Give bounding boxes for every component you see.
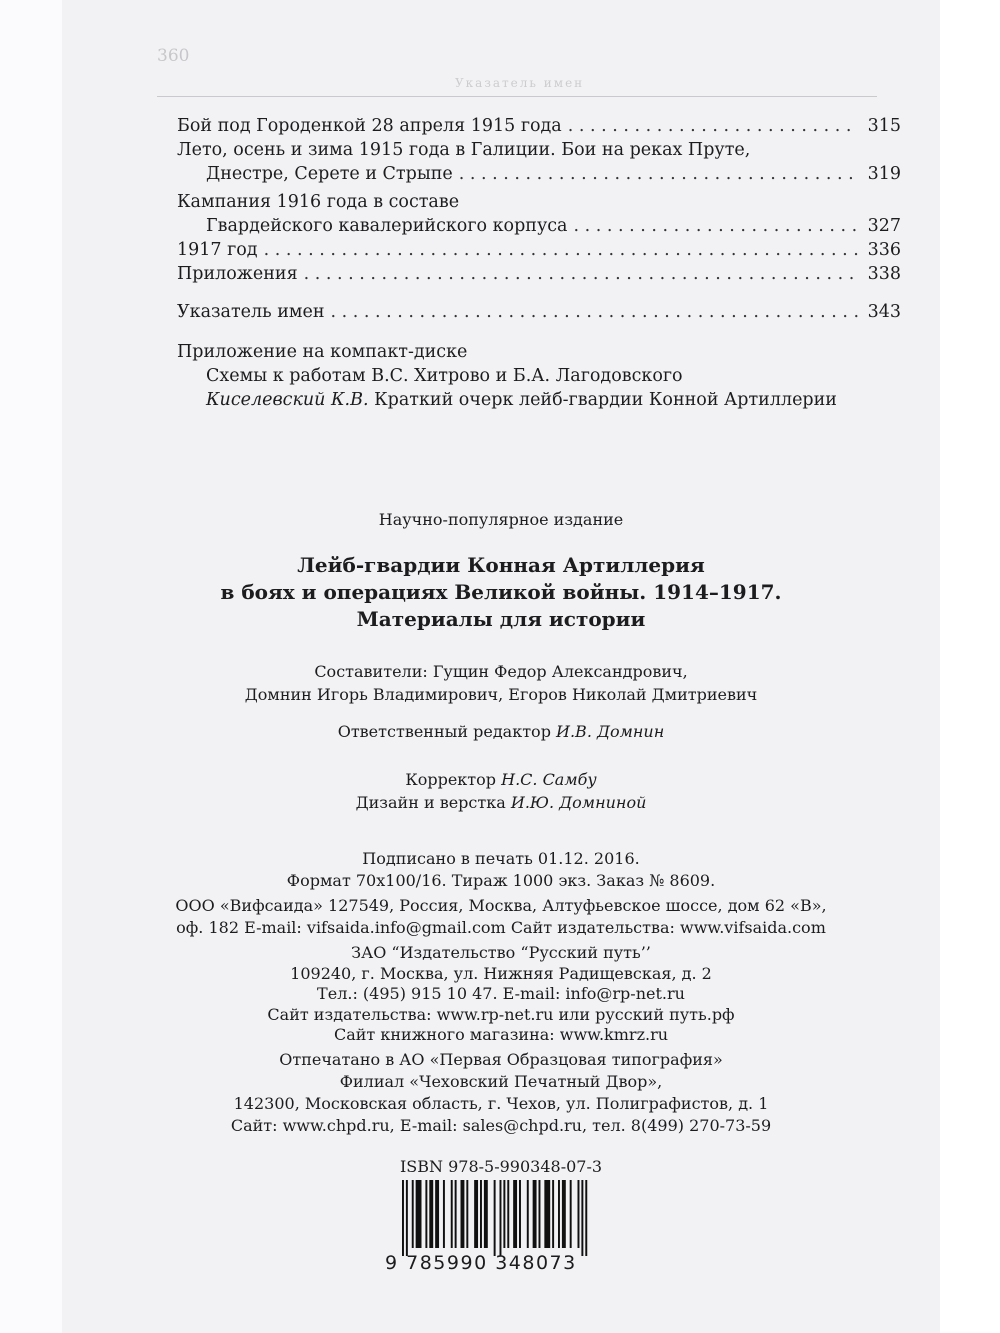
- editor-label: Ответственный редактор: [337, 722, 557, 741]
- barcode-bar: [451, 1180, 453, 1248]
- barcode-bar: [429, 1180, 433, 1248]
- toc-entry-title: Кампания 1916 года в составе: [177, 192, 460, 212]
- toc-leader-dots: [331, 300, 858, 324]
- barcode-bar: [585, 1180, 587, 1256]
- barcode-bar: [562, 1180, 566, 1248]
- barcode-bar: [455, 1180, 457, 1248]
- editor-name: И.В. Домнин: [556, 722, 665, 741]
- cd-appendix: [177, 340, 837, 412]
- printer-line: Сайт: www.chpd.ru, E-mail: sales@chpd.ru, тел. 8(499) 270-73-59: [230, 1116, 772, 1135]
- corrector-name: Н.С. Самбу: [501, 770, 597, 789]
- printer-line: Филиал «Чеховский Печатный Двор»,: [339, 1072, 663, 1091]
- barcode-bar: [412, 1180, 414, 1248]
- printer-info: [62, 1049, 940, 1137]
- toc-leader-dots: [568, 114, 858, 138]
- vifsaida-info: [62, 895, 940, 939]
- toc-entry-title: Гвардейского кавалерийского корпуса: [206, 216, 568, 236]
- bleed-through-rule: [157, 96, 877, 97]
- barcode-bar: [435, 1180, 439, 1248]
- right-margin: [940, 0, 1000, 1333]
- book-title-line: Материалы для истории: [356, 607, 646, 631]
- barcode-bar: [544, 1180, 550, 1248]
- barcode-bar: [480, 1180, 482, 1248]
- vifsaida-address: ООО «Вифсаида» 127549, Россия, Москва, Алтуфьевское шоссе, дом 62 «В»,: [175, 896, 827, 915]
- book-title-line: Лейб-гвардии Конная Артиллерия: [297, 553, 705, 577]
- barcode-bar: [443, 1180, 445, 1248]
- compilers: [62, 660, 940, 706]
- toc-entry-title: Указатель имен: [177, 302, 325, 322]
- design-label: Дизайн и верстка: [355, 793, 511, 812]
- toc-entry-page: 338: [867, 264, 901, 284]
- barcode-bar: [558, 1180, 560, 1248]
- barcode-bar: [484, 1180, 488, 1248]
- barcode-bar: [581, 1180, 583, 1256]
- toc-leader-dots: [264, 238, 858, 262]
- publisher-line: Сайт издательства: www.rp-net.ru или русский путь.рф: [267, 1004, 735, 1024]
- barcode-bar: [474, 1180, 478, 1248]
- barcode-bar: [402, 1180, 404, 1256]
- cd-item-title: Краткий очерк лейб-гвардии Конной Артиллерии: [368, 390, 837, 410]
- barcode-bar: [578, 1180, 580, 1248]
- toc-entry: [177, 114, 901, 138]
- corrector-label: Корректор: [405, 770, 502, 789]
- corrector-credit: [62, 768, 940, 791]
- bleed-through-page-number: 360: [157, 46, 190, 66]
- barcode-bar: [507, 1180, 509, 1248]
- table-of-contents: [177, 114, 901, 324]
- barcode-bar: [570, 1180, 572, 1248]
- cd-item: Схемы к работам В.С. Хитрово и Б.А. Лагодовского: [206, 366, 683, 386]
- barcode-bar: [539, 1180, 541, 1248]
- barcode-bar: [533, 1180, 537, 1248]
- barcode-digits: 9 785990 348073: [385, 1252, 577, 1274]
- toc-entry-title: Днестре, Серете и Стрыпе: [206, 164, 453, 184]
- printer-line: Отпечатано в АО «Первая Образцовая типография»: [279, 1050, 723, 1069]
- printer-line: 142300, Московская область, г. Чехов, ул. Полиграфистов, д. 1: [233, 1094, 769, 1113]
- compilers-line: Составители: Гущин Федор Александрович,: [314, 662, 688, 681]
- barcode-bar: [500, 1180, 502, 1256]
- toc-entry-page: 319: [867, 164, 901, 184]
- toc-leader-dots: [573, 214, 857, 238]
- bleed-through-running-head: Указатель имен: [455, 76, 585, 90]
- toc-entry: [177, 300, 901, 324]
- toc-entry-page: 343: [867, 302, 901, 322]
- book-title-line: в боях и операциях Великой войны. 1914–1917.: [220, 580, 782, 604]
- publisher-line: ЗАО “Издательство “Русский путь’’: [351, 943, 651, 962]
- barcode-bar: [503, 1180, 505, 1248]
- publisher-line: Тел.: (495) 915 10 47. E-mail: info@rp-net.ru: [317, 984, 685, 1003]
- design-credit: [62, 791, 940, 814]
- signed-date: Подписано в печать 01.12. 2016.: [362, 849, 640, 868]
- toc-entry-page: 315: [867, 116, 901, 136]
- book-title: [62, 552, 940, 633]
- toc-entry: [177, 262, 901, 286]
- isbn: ISBN 978-5-990348-07-3: [399, 1157, 603, 1176]
- toc-leader-dots: [459, 162, 858, 186]
- barcode-bar: [416, 1180, 422, 1248]
- toc-entry-title: 1917 год: [177, 240, 258, 260]
- barcode-bar: [461, 1180, 465, 1248]
- series-label: Научно-популярное издание: [378, 510, 624, 529]
- barcode-bar: [466, 1180, 468, 1248]
- cd-heading: Приложение на компакт-диске: [177, 342, 468, 362]
- toc-entry: [177, 162, 901, 186]
- barcode-bar: [425, 1180, 427, 1248]
- toc-entry: [177, 214, 901, 238]
- toc-entry-page: 327: [867, 216, 901, 236]
- compilers-line: Домнин Игорь Владимирович, Егоров Николай Дмитриевич: [244, 685, 758, 704]
- cd-item: [177, 388, 837, 412]
- production-credits: [62, 768, 940, 814]
- barcode-bar: [513, 1180, 517, 1248]
- toc-entry-page: 336: [867, 240, 901, 260]
- toc-entry: [177, 238, 901, 262]
- toc-entry-title: Лето, осень и зима 1915 года в Галиции. Бои на реках Пруте,: [177, 140, 751, 160]
- barcode-image: [400, 1180, 624, 1256]
- barcode-bar: [519, 1180, 521, 1248]
- publisher-line: Сайт книжного магазина: www.kmrz.ru: [333, 1025, 669, 1044]
- cd-item-author: Киселевский К.В.: [206, 390, 369, 410]
- left-margin: [0, 0, 62, 1333]
- barcode-bar: [552, 1180, 554, 1248]
- toc-leader-dots: [304, 262, 858, 286]
- format-info: Формат 70х100/16. Тираж 1000 экз. Заказ № 8609.: [286, 871, 716, 890]
- toc-entry-title: Бой под Городенкой 28 апреля 1915 года: [177, 116, 562, 136]
- responsible-editor: [62, 722, 940, 741]
- barcode-bar: [527, 1180, 529, 1248]
- barcode-bar: [406, 1180, 408, 1256]
- design-name: И.Ю. Домниной: [510, 793, 647, 812]
- publisher-info: [62, 943, 940, 1046]
- publisher-line: 109240, г. Москва, ул. Нижняя Радищевская, д. 2: [290, 963, 712, 983]
- print-details: [62, 848, 940, 892]
- vifsaida-contacts: оф. 182 E-mail: vifsaida.info@gmail.com Сайт издательства: www.vifsaida.com: [176, 918, 826, 937]
- barcode-bar: [494, 1180, 496, 1256]
- toc-entry-title: Приложения: [177, 264, 298, 284]
